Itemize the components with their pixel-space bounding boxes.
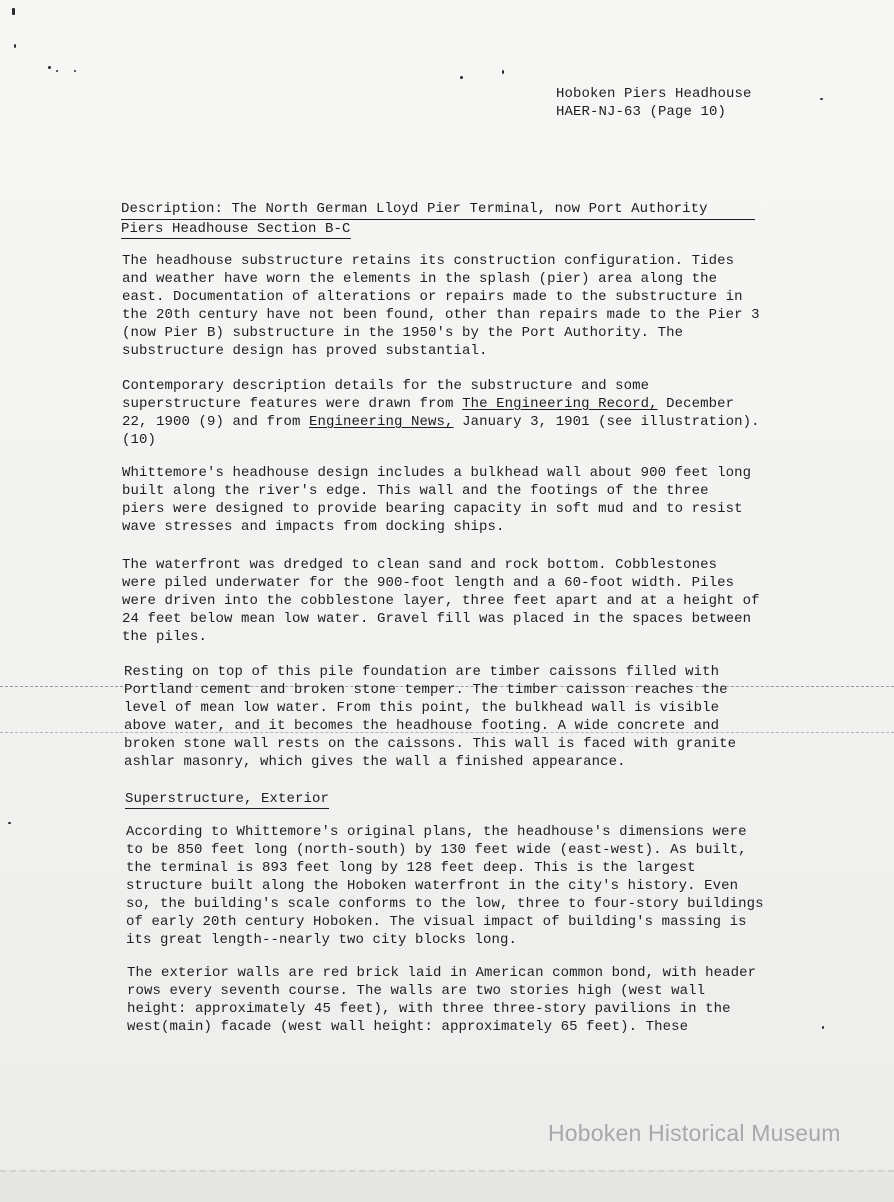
text-line: above water, and it becomes the headhouse footing. A wide concrete and xyxy=(124,718,720,734)
header-reference: HAER-NJ-63 (Page 10) xyxy=(556,104,727,120)
text-line: The exterior walls are red brick laid in American common bond, with header xyxy=(127,965,757,981)
text-line: height: approximately 45 feet), with three three-story pavilions in the xyxy=(127,1001,731,1017)
scan-speck xyxy=(56,70,58,72)
scan-speck xyxy=(48,66,51,69)
scan-speck xyxy=(12,8,15,15)
text-line: wave stresses and impacts from docking ships. xyxy=(122,519,505,535)
paragraph-dimensions xyxy=(126,823,786,949)
text-line: ashlar masonry, which gives the wall a finished appearance. xyxy=(124,754,626,770)
paragraph-sources xyxy=(122,377,782,449)
text-line: and weather have worn the elements in the splash (pier) area along the xyxy=(122,271,718,287)
scan-speck xyxy=(74,70,76,72)
text-line: its great length--nearly two city blocks long. xyxy=(126,932,518,948)
paragraph-substructure xyxy=(122,252,782,360)
text-line: built along the river's edge. This wall and the footings of the three xyxy=(122,483,709,499)
page-bottom-edge xyxy=(0,1170,894,1202)
text-line: 22, 1900 (9) and from Engineering News, January 3, 1901 (see illustration). xyxy=(122,414,760,430)
text-line: According to Whittemore's original plans, the headhouse's dimensions were xyxy=(126,824,747,840)
text-line: were driven into the cobblestone layer, three feet apart and at a height of xyxy=(122,593,760,609)
citation-engineering-news: Engineering News, xyxy=(309,414,454,430)
scan-speck xyxy=(502,70,504,74)
text-line: Contemporary description details for the substructure and some xyxy=(122,378,650,394)
text-line: west(main) facade (west wall height: approximately 65 feet). These xyxy=(127,1019,689,1035)
text-line: so, the building's scale conforms to the low, three to four-story buildings xyxy=(126,896,764,912)
text-line: piers were designed to provide bearing capacity in soft mud and to resist xyxy=(122,501,743,517)
text-line: substructure design has proved substantial. xyxy=(122,343,488,359)
text-line: The headhouse substructure retains its construction configuration. Tides xyxy=(122,253,735,269)
scan-speck xyxy=(14,44,16,48)
text-line: the 20th century have not been found, other than repairs made to the Pier 3 xyxy=(122,307,760,323)
text-line: (10) xyxy=(122,432,157,448)
text-line: structure built along the Hoboken waterfront in the city's history. Even xyxy=(126,878,739,894)
section-title xyxy=(121,200,761,239)
page-header xyxy=(556,85,806,121)
text-line: rows every seventh course. The walls are two stories high (west wall xyxy=(127,983,706,999)
scan-speck xyxy=(8,822,11,824)
text-line: Resting on top of this pile foundation are timber caissons filled with xyxy=(124,664,720,680)
text-line: Portland cement and broken stone temper. The timber caisson reaches the xyxy=(124,682,728,698)
citation-engineering-record: The Engineering Record, xyxy=(462,396,658,412)
subheading-superstructure: Superstructure, Exterior xyxy=(125,791,330,807)
paragraph-exterior-walls xyxy=(127,964,787,1036)
scan-speck xyxy=(822,1026,824,1029)
section-title-line-2: Piers Headhouse Section B-C xyxy=(121,221,351,237)
scan-speck xyxy=(460,76,463,79)
paragraph-caissons xyxy=(124,663,784,771)
text-line: of early 20th century Hoboken. The visual impact of building's massing is xyxy=(126,914,747,930)
text-line: level of mean low water. From this point, the bulkhead wall is visible xyxy=(124,700,720,716)
museum-watermark: Hoboken Historical Museum xyxy=(548,1120,841,1146)
text-line: superstructure features were drawn from The Engineering Record, December xyxy=(122,396,735,412)
text-line: The waterfront was dredged to clean sand and rock bottom. Cobblestones xyxy=(122,557,718,573)
text-line: east. Documentation of alterations or repairs made to the substructure in xyxy=(122,289,743,305)
text-line: the piles. xyxy=(122,629,208,645)
text-line: broken stone wall rests on the caissons. This wall is faced with granite xyxy=(124,736,737,752)
text-line: 24 feet below mean low water. Gravel fill was placed in the spaces between xyxy=(122,611,752,627)
text-line: Whittemore's headhouse design includes a bulkhead wall about 900 feet long xyxy=(122,465,752,481)
header-title: Hoboken Piers Headhouse xyxy=(556,86,752,102)
text-line: the terminal is 893 feet long by 128 feet deep. This is the largest xyxy=(126,860,696,876)
paragraph-waterfront xyxy=(122,556,782,646)
text-line: to be 850 feet long (north-south) by 130 feet wide (east-west). As built, xyxy=(126,842,747,858)
paragraph-bulkhead xyxy=(122,464,782,536)
scan-speck xyxy=(820,98,823,100)
section-title-line-1: Description: The North German Lloyd Pier Terminal, now Port Authority xyxy=(121,200,755,220)
text-line: were piled underwater for the 900-foot length and a 60-foot width. Piles xyxy=(122,575,735,591)
text-line: (now Pier B) substructure in the 1950's by the Port Authority. The xyxy=(122,325,684,341)
